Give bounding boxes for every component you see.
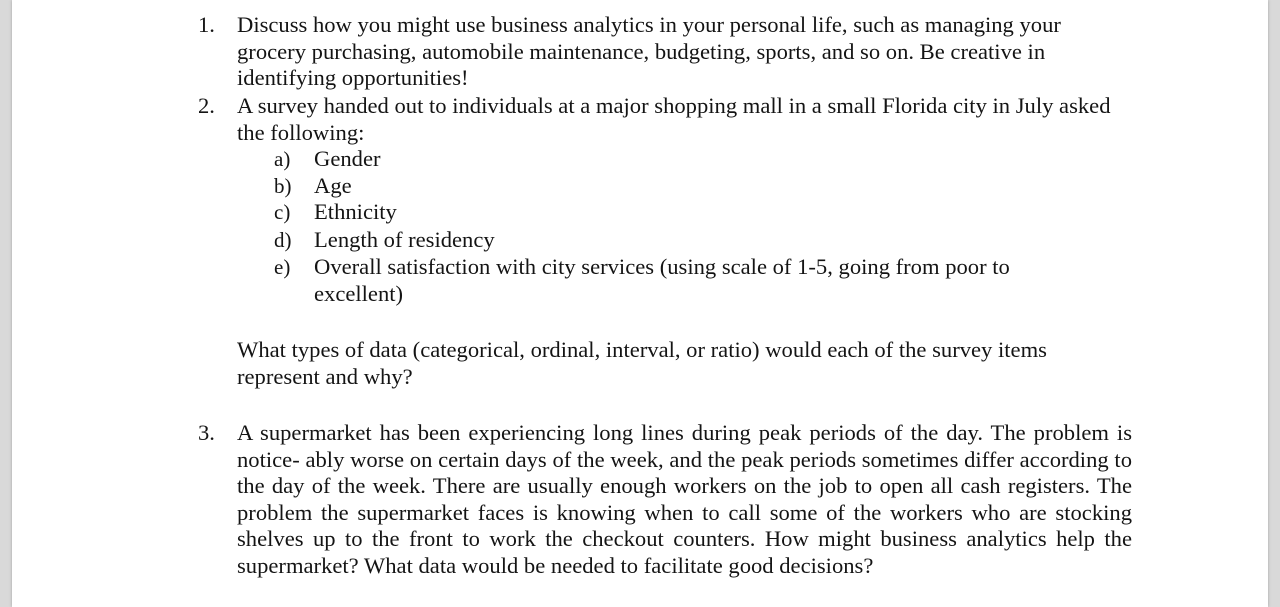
survey-item-text: Gender [314, 146, 381, 171]
question-number: 2. [198, 93, 215, 118]
question-2-followup: What types of data (categorical, ordinal, interval, or ratio) would each of the survey items represent and why? [237, 337, 1047, 389]
survey-item-letter: c) [274, 200, 291, 224]
survey-item-text: Age [314, 173, 352, 198]
question-number: 3. [198, 420, 215, 445]
question-text: A survey handed out to individuals at a major shopping mall in a small Florida city in July asked the following: [237, 93, 1111, 145]
question-text: A supermarket has been experiencing long lines during peak periods of the day. The problem is notice- ably worse on certain days of the week, and the peak periods sometimes differ according to the day of the week. There are usually enough workers on the job to open all cash registers. The problem the supermarket faces is knowing when to call some of the workers who are stocking shelves up to the front to work the checkout counters. How might business analytics help the supermarket? What data would be needed to facilitate good decisions? [237, 420, 1132, 578]
survey-item-letter: b) [274, 174, 292, 198]
survey-item-ethnicity [274, 199, 1074, 226]
survey-item-letter: a) [274, 147, 291, 171]
question-2 [198, 93, 1132, 146]
question-text: Discuss how you might use business analytics in your personal life, such as managing your grocery purchasing, automobile maintenance, budgeting, sports, and so on. Be creative in identifying opportunities! [237, 12, 1061, 91]
survey-item-letter: e) [274, 255, 291, 279]
document-content [12, 0, 1268, 607]
survey-item-text: Ethnicity [314, 199, 397, 224]
document-page [12, 0, 1268, 607]
survey-item-letter: d) [274, 228, 292, 252]
question-1 [198, 12, 1132, 92]
survey-item-residency [274, 227, 1074, 254]
survey-item-age [274, 173, 1074, 200]
question-number: 1. [198, 12, 215, 37]
survey-item-text: Length of residency [314, 227, 495, 252]
survey-item-gender [274, 146, 1074, 173]
question-3 [198, 420, 1132, 580]
survey-item-text: Overall satisfaction with city services (using scale of 1-5, going from poor to excellent) [314, 254, 1010, 306]
survey-item-satisfaction [274, 254, 1034, 307]
